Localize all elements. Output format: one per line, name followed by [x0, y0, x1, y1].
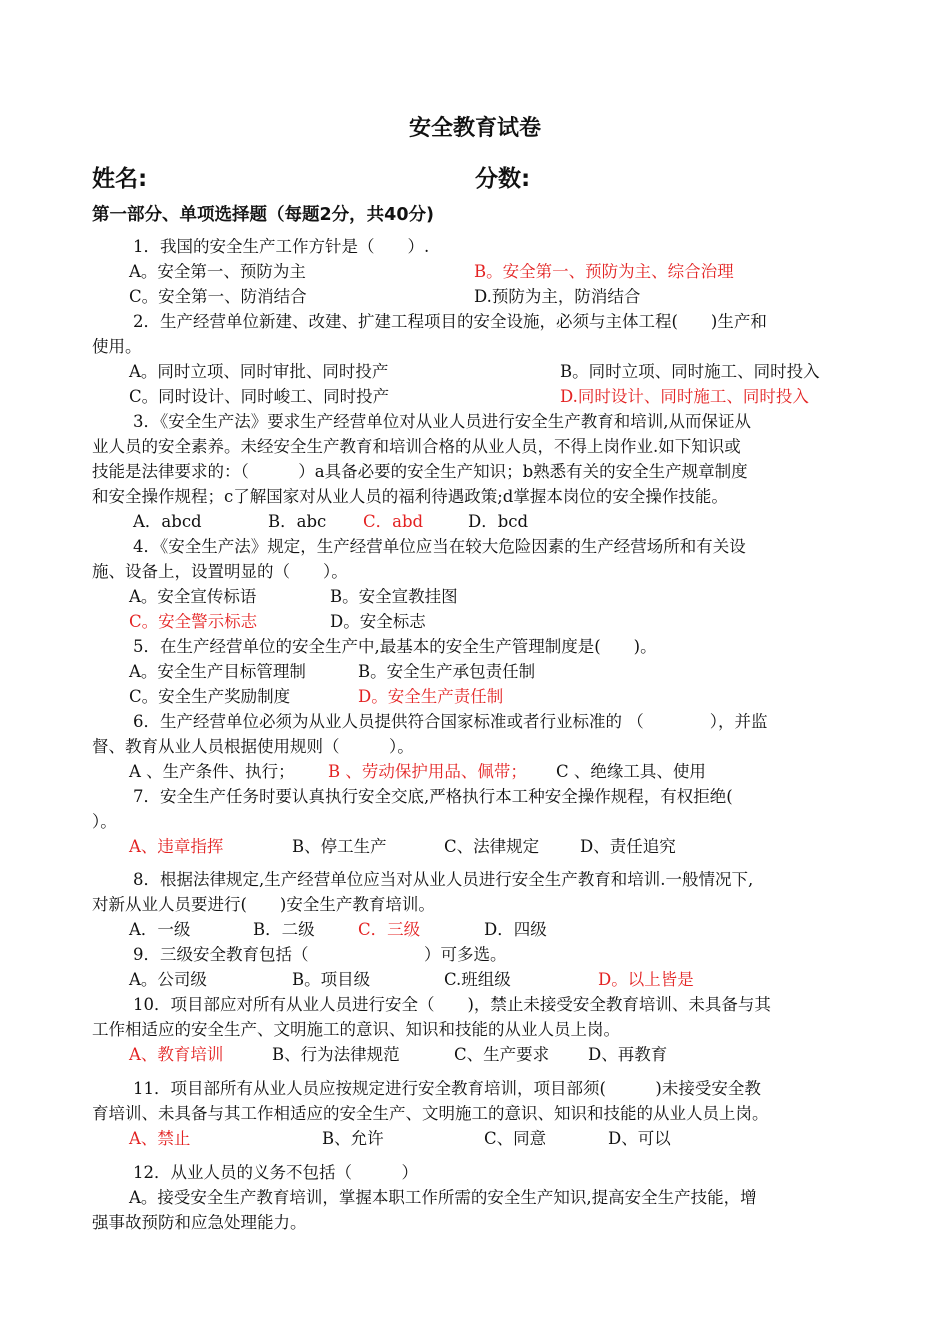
question-3-option-d: D．bcd [468, 512, 529, 531]
question-10-stem-cont: 工作相适应的安全生产、文明施工的意识、知识和技能的从业人员上岗。 [92, 1020, 620, 1039]
question-6-stem-cont: 督、教育从业人员根据使用规则（ ）。 [92, 737, 414, 756]
question-5-option-d: D。安全生产责任制 [358, 687, 504, 706]
question-11-option-a: A、禁止 [129, 1129, 191, 1148]
question-11-option-b: B、允许 [322, 1129, 384, 1148]
question-1-option-d: D.预防为主，防消结合 [474, 287, 641, 306]
question-2-option-a: A。同时立项、同时审批、同时投产 [129, 362, 389, 381]
question-9-option-c: C.班组级 [444, 970, 511, 989]
question-12-option-a: A。接受安全生产教育培训，掌握本职工作所需的安全生产知识,提高安全生产技能，增 [129, 1188, 757, 1207]
question-4-option-b: B。安全宣教挂图 [330, 587, 458, 606]
question-5-stem: 5．在生产经营单位的安全生产中,最基本的安全生产管理制度是( )。 [133, 637, 657, 656]
question-4-stem-cont: 施、设备上，设置明显的（ ）。 [92, 562, 348, 581]
question-1-option-c: C。安全第一、防消结合 [129, 287, 307, 306]
question-5-option-b: B。安全生产承包责任制 [358, 662, 536, 681]
question-10-option-a: A、教育培训 [129, 1045, 224, 1064]
question-7-option-d: D、责任追究 [580, 837, 676, 856]
question-5-option-a: A。安全生产目标管理制 [129, 662, 306, 681]
question-4-stem: 4．《安全生产法》规定，生产经营单位应当在较大危险因素的生产经营场所和有关设 [133, 537, 746, 556]
question-7-option-a: A、违章指挥 [129, 837, 224, 856]
question-7-option-b: B、停工生产 [292, 837, 387, 856]
question-9-option-b: B。项目级 [292, 970, 371, 989]
question-11-option-d: D、可以 [608, 1129, 671, 1148]
question-3-stem-cont: 和安全操作规程；c了解国家对从业人员的福利待遇政策;d掌握本岗位的安全操作技能。 [92, 487, 728, 506]
question-9-option-d: D。以上皆是 [598, 970, 694, 989]
question-3-option-c: C．abd [363, 512, 424, 531]
question-1-stem: 1．我国的安全生产工作方针是（ ）. [133, 237, 430, 256]
question-12-option-a-cont: 强事故预防和应急处理能力。 [92, 1213, 307, 1232]
question-8-option-a: A．一级 [129, 920, 191, 939]
score-label: 分数: [475, 166, 531, 192]
question-8-option-c: C．三级 [358, 920, 421, 939]
question-8-stem-cont: 对新从业人员要进行( )安全生产教育培训。 [92, 895, 435, 914]
question-3-option-a: A．abcd [133, 512, 202, 531]
question-7-option-c: C、法律规定 [444, 837, 540, 856]
question-7-stem-cont: ）。 [92, 812, 117, 831]
question-7-stem: 7．安全生产任务时要认真执行安全交底,严格执行本工种安全操作规程，有权拒绝( [133, 787, 733, 806]
question-1-option-b: B。安全第一、预防为主、综合治理 [474, 262, 734, 281]
question-8-stem: 8．根据法律规定,生产经营单位应当对从业人员进行安全生产教育和培训.一般情况下, [133, 870, 754, 889]
question-11-stem-cont: 育培训、未具备与其工作相适应的安全生产、文明施工的意识、知识和技能的从业人员上岗。 [92, 1104, 769, 1123]
question-9-stem: 9．三级安全教育包括（ ）可多选。 [133, 945, 507, 964]
question-11-stem: 11．项目部所有从业人员应按规定进行安全教育培训，项目部须( )未接受安全教 [133, 1079, 761, 1098]
question-4-option-c: C。安全警示标志 [129, 612, 258, 631]
question-9-option-a: A。公司级 [129, 970, 207, 989]
question-3-stem-cont: 业人员的安全素养。未经安全生产教育和培训合格的从业人员，不得上岗作业.如下知识或 [92, 437, 741, 456]
question-8-option-b: B．二级 [253, 920, 315, 939]
question-2-option-d: D.同时设计、同时施工、同时投入 [560, 387, 809, 406]
question-2-option-c: C。同时设计、同时峻工、同时投产 [129, 387, 390, 406]
question-12-stem: 12．从业人员的义务不包括（ ） [133, 1163, 418, 1182]
question-6-option-c: C 、绝缘工具、使用 [556, 762, 706, 781]
question-6-option-b: B 、劳动保护用品、佩带； [328, 762, 527, 781]
question-10-option-b: B、行为法律规范 [272, 1045, 400, 1064]
question-3-stem-cont: 技能是法律要求的：（ ）a具备必要的安全生产知识；b熟悉有关的安全生产规章制度 [92, 462, 748, 481]
question-6-stem: 6．生产经营单位必须为从业人员提供符合国家标准或者行业标准的 （ ），并监 [133, 712, 768, 731]
question-8-option-d: D．四级 [484, 920, 547, 939]
question-5-option-c: C。安全生产奖励制度 [129, 687, 291, 706]
question-4-option-d: D。安全标志 [330, 612, 426, 631]
name-label: 姓名: [92, 166, 148, 192]
section-title: 第一部分、单项选择题（每题2分，共40分) [92, 205, 435, 225]
question-4-option-a: A。安全宣传标语 [129, 587, 257, 606]
page-title: 安全教育试卷 [408, 116, 541, 141]
question-2-stem: 2．生产经营单位新建、改建、扩建工程项目的安全设施，必须与主体工程( )生产和 [133, 312, 767, 331]
question-2-stem-cont: 使用。 [92, 337, 142, 356]
question-1-option-a: A。安全第一、预防为主 [129, 262, 306, 281]
question-10-stem: 10．项目部应对所有从业人员进行安全（ )，禁止未接受安全教育培训、未具备与其 [133, 995, 771, 1014]
question-6-option-a: A 、生产条件、执行； [129, 762, 295, 781]
question-3-stem: 3．《安全生产法》要求生产经营单位对从业人员进行安全生产教育和培训,从而保证从 [133, 412, 751, 431]
question-11-option-c: C、同意 [484, 1129, 547, 1148]
question-10-option-c: C、生产要求 [454, 1045, 550, 1064]
question-2-option-b: B。同时立项、同时施工、同时投入 [560, 362, 820, 381]
question-3-option-b: B．abc [268, 512, 327, 531]
question-10-option-d: D、再教育 [588, 1045, 668, 1064]
